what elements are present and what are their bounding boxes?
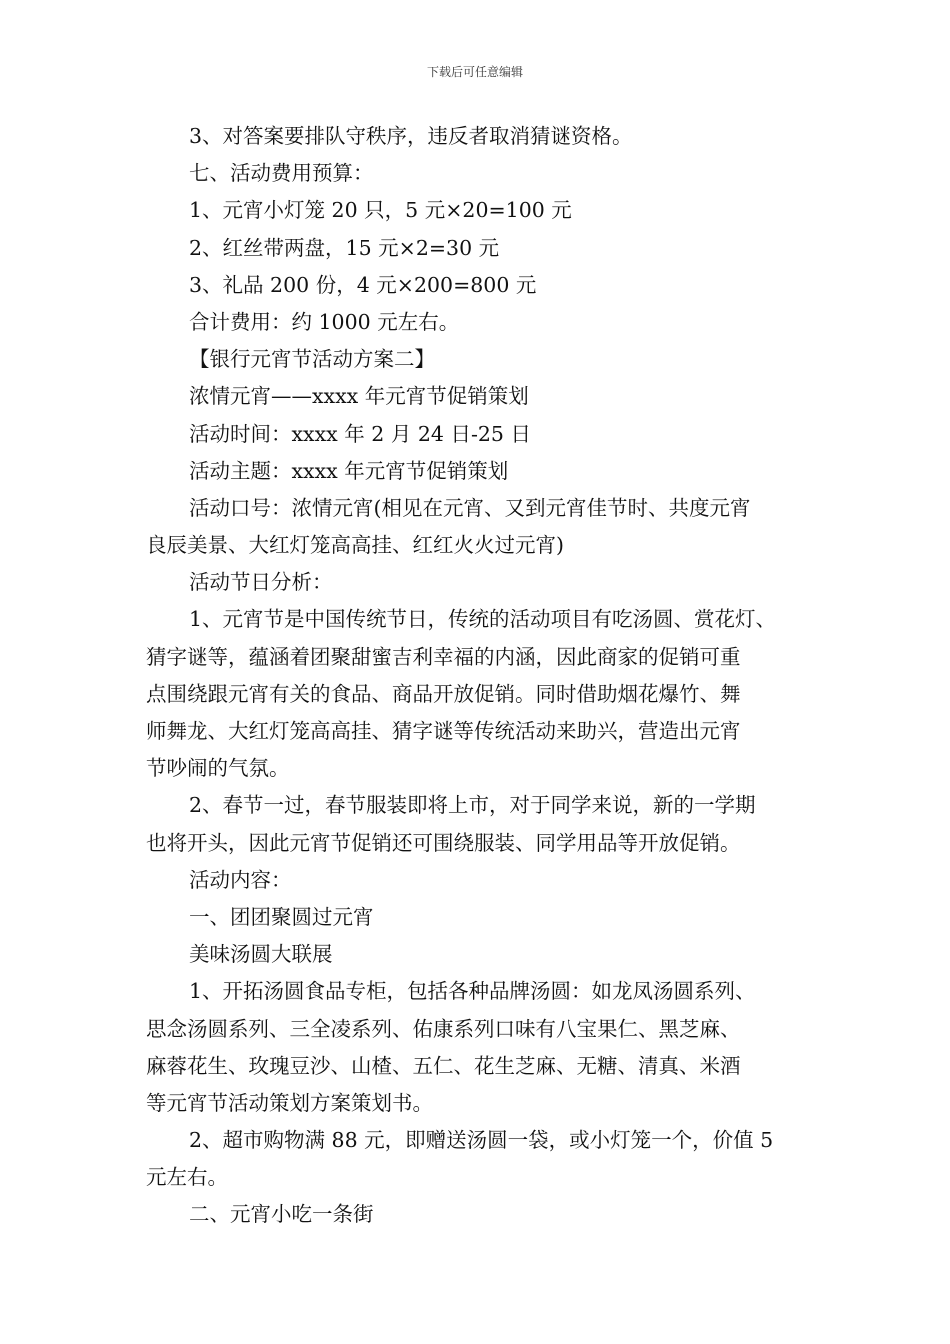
paragraph-line: 活动主题：xxxx 年元宵节促销策划 bbox=[189, 458, 509, 483]
paragraph-line: 活动节日分析： bbox=[189, 570, 333, 595]
paragraph-line: 3、对答案要排队守秩序，违反者取消猜谜资格。 bbox=[189, 124, 633, 148]
paragraph-line: 1、元宵节是中国传统节日，传统的活动项目有吃汤圆、赏花灯、 bbox=[189, 607, 777, 632]
document-body bbox=[146, 118, 821, 1234]
paragraph-line: 【银行元宵节活动方案二】 bbox=[189, 347, 435, 372]
paragraph-line: 七、活动费用预算： bbox=[189, 161, 374, 186]
paragraph-line: 活动口号：浓情元宵(相见在元宵、又到元宵佳节时、共度元宵 bbox=[189, 495, 751, 520]
paragraph-line: 思念汤圆系列、三全凌系列、佑康系列口味有八宝果仁、黑芝麻、 bbox=[146, 1016, 741, 1041]
paragraph-line: 合计费用：约 1000 元左右。 bbox=[189, 309, 460, 334]
paragraph-line: 等元宵节活动策划方案策划书。 bbox=[146, 1090, 433, 1115]
paragraph-line: 活动内容： bbox=[189, 867, 292, 892]
paragraph-line: 美味汤圆大联展 bbox=[189, 942, 333, 967]
paragraph-line: 元左右。 bbox=[146, 1165, 228, 1190]
paragraph-line: 1、元宵小灯笼 20 只，5 元×20=100 元 bbox=[189, 198, 572, 223]
paragraph-line: 2、超市购物满 88 元，即赠送汤圆一袋，或小灯笼一个，价值 5 bbox=[189, 1128, 774, 1153]
paragraph-line: 也将开头，因此元宵节促销还可围绕服装、同学用品等开放促销。 bbox=[146, 830, 741, 855]
paragraph-line: 麻蓉花生、玫瑰豆沙、山楂、五仁、花生芝麻、无糖、清真、米酒 bbox=[146, 1053, 741, 1078]
paragraph-line: 3、礼品 200 份，4 元×200=800 元 bbox=[189, 272, 537, 297]
paragraph-line: 点围绕跟元宵有关的食品、商品开放促销。同时借助烟花爆竹、舞 bbox=[146, 681, 741, 706]
paragraph-line: 节吵闹的气氛。 bbox=[146, 756, 290, 781]
page-header: 下载后可任意编辑 bbox=[426, 65, 523, 79]
paragraph-line: 2、红丝带两盘，15 元×2=30 元 bbox=[189, 235, 500, 260]
paragraph-line: 活动时间：xxxx 年 2 月 24 日-25 日 bbox=[189, 421, 531, 446]
paragraph-line: 师舞龙、大红灯笼高高挂、猜字谜等传统活动来助兴，营造出元宵 bbox=[146, 719, 741, 743]
paragraph-line: 二、元宵小吃一条街 bbox=[189, 1202, 374, 1227]
paragraph-line: 良辰美景、大红灯笼高高挂、红红火火过元宵) bbox=[146, 533, 564, 558]
paragraph-line: 一、团团聚圆过元宵 bbox=[189, 904, 374, 929]
paragraph-line: 2、春节一过，春节服装即将上市，对于同学来说，新的一学期 bbox=[189, 793, 756, 818]
paragraph-line: 猜字谜等，蕴涵着团聚甜蜜吉利幸福的内涵，因此商家的促销可重 bbox=[146, 644, 741, 669]
paragraph-line: 浓情元宵——xxxx 年元宵节促销策划 bbox=[189, 384, 529, 409]
paragraph-line: 1、开拓汤圆食品专柜，包括各种品牌汤圆：如龙凤汤圆系列、 bbox=[189, 979, 756, 1004]
